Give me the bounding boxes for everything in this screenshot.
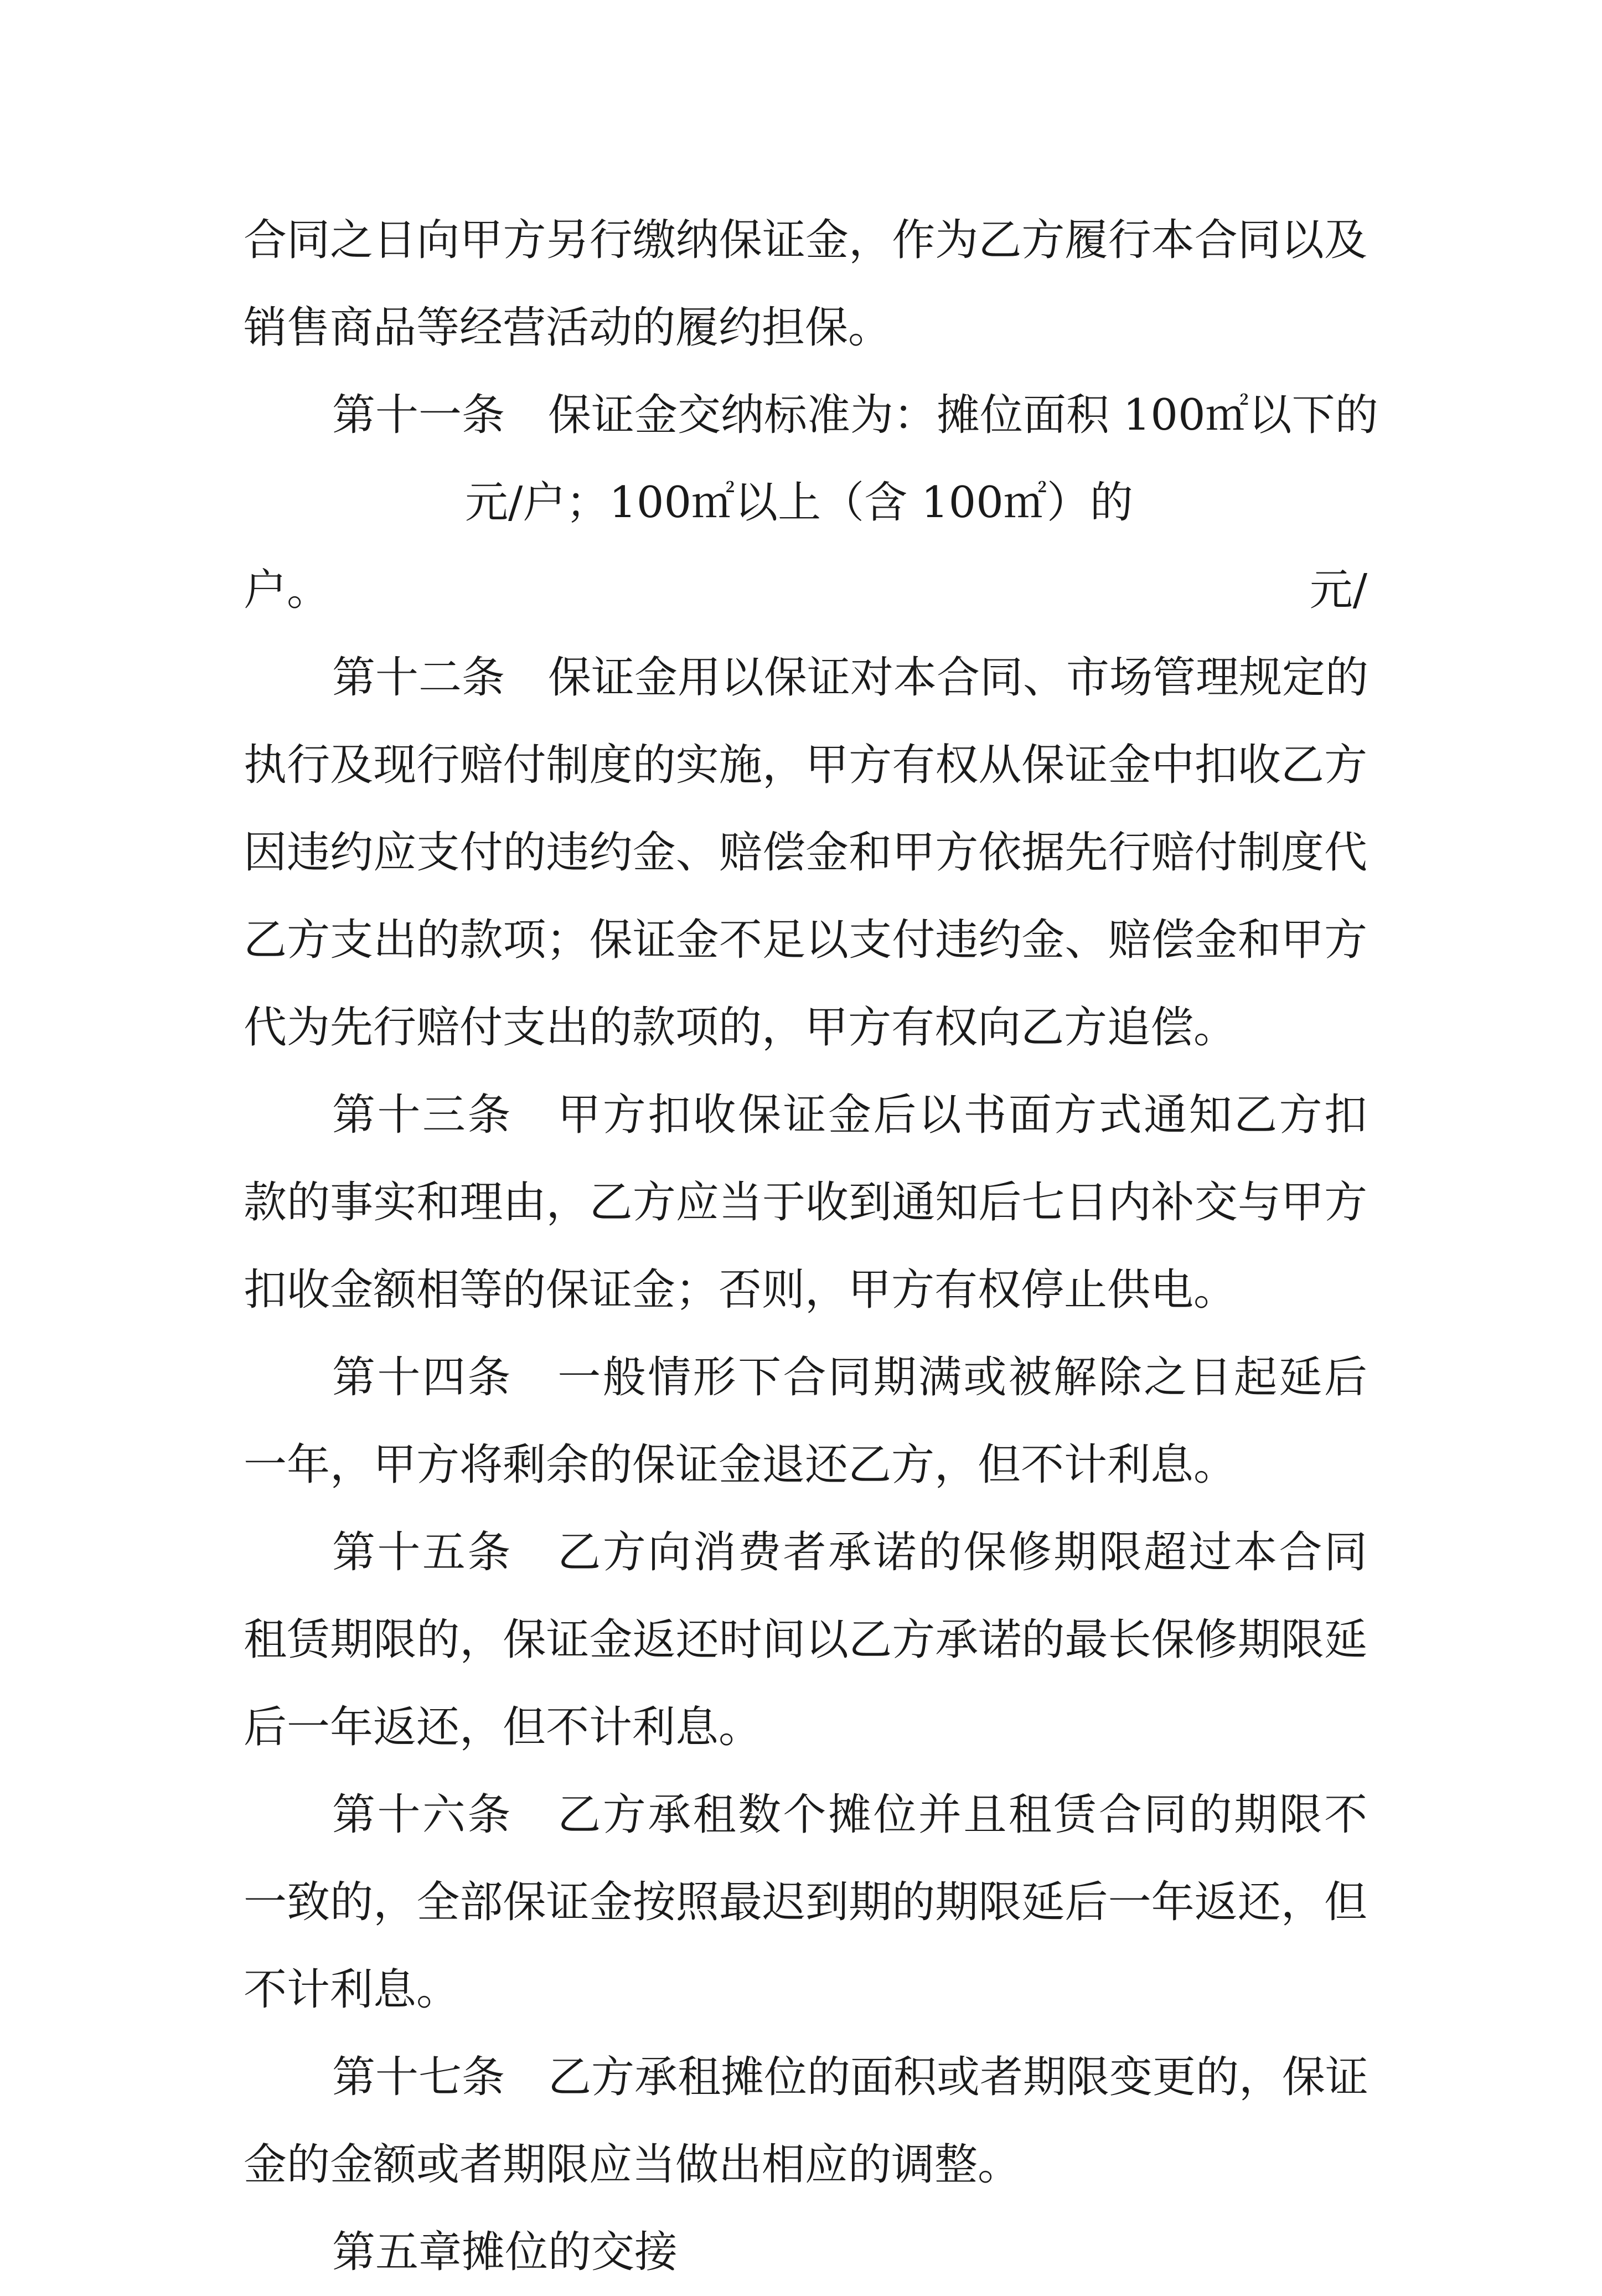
text-line: 一年，甲方将剩余的保证金退还乙方，但不计利息。 — [244, 1440, 1237, 1490]
deposit-text-b: 元/ — [1309, 565, 1367, 615]
article-15-heading-line: 第十五条 乙方向消费者承诺的保修期限超过本合同 — [332, 1528, 1367, 1577]
text-line: 后一年返还，但不计利息。 — [244, 1702, 762, 1752]
article-13-heading-line: 第十三条 甲方扣收保证金后以书面方式通知乙方扣 — [332, 1090, 1367, 1140]
text-line: 户。 — [244, 565, 330, 615]
text-line: 合同之日向甲方另行缴纳保证金，作为乙方履行本合同以及 — [244, 215, 1367, 265]
text-line: 款的事实和理由，乙方应当于收到通知后七日内补交与甲方 — [244, 1178, 1367, 1227]
article-17-heading-line: 第十七条 乙方承租摊位的面积或者期限变更的，保证 — [332, 2052, 1369, 2102]
text-line: 销售商品等经营活动的履约担保。 — [244, 303, 892, 353]
text-line: 一致的，全部保证金按照最迟到期的期限延后一年返还，但 — [244, 1877, 1367, 1927]
text-line: 金的金额或者期限应当做出相应的调整。 — [244, 2140, 1021, 2190]
document-body — [244, 197, 1378, 2296]
chapter-5-heading: 第五章摊位的交接 — [332, 2227, 678, 2277]
deposit-text-a: 元/户；100㎡以上（含 100㎡）的 — [465, 478, 1133, 528]
text-line: 租赁期限的，保证金返还时间以乙方承诺的最长保修期限延 — [244, 1615, 1367, 1665]
article-11-heading-line: 第十一条 保证金交纳标准为：摊位面积 100㎡以下的 — [332, 390, 1378, 440]
article-12-heading-line: 第十二条 保证金用以保证对本合同、市场管理规定的 — [332, 653, 1369, 703]
text-line: 执行及现行赔付制度的实施，甲方有权从保证金中扣收乙方 — [244, 740, 1367, 790]
text-line: 不计利息。 — [244, 1965, 460, 2015]
article-16-heading-line: 第十六条 乙方承租数个摊位并且租赁合同的期限不 — [332, 1790, 1367, 1840]
deposit-amount-line — [244, 459, 1367, 615]
text-line: 代为先行赔付支出的款项的，甲方有权向乙方追偿。 — [244, 1003, 1237, 1052]
text-line: 扣收金额相等的保证金；否则，甲方有权停止供电。 — [244, 1265, 1237, 1315]
article-14-heading-line: 第十四条 一般情形下合同期满或被解除之日起延后 — [332, 1353, 1367, 1402]
text-line: 乙方支出的款项；保证金不足以支付违约金、赔偿金和甲方 — [244, 915, 1367, 965]
text-line: 因违约应支付的违约金、赔偿金和甲方依据先行赔付制度代 — [244, 828, 1367, 878]
